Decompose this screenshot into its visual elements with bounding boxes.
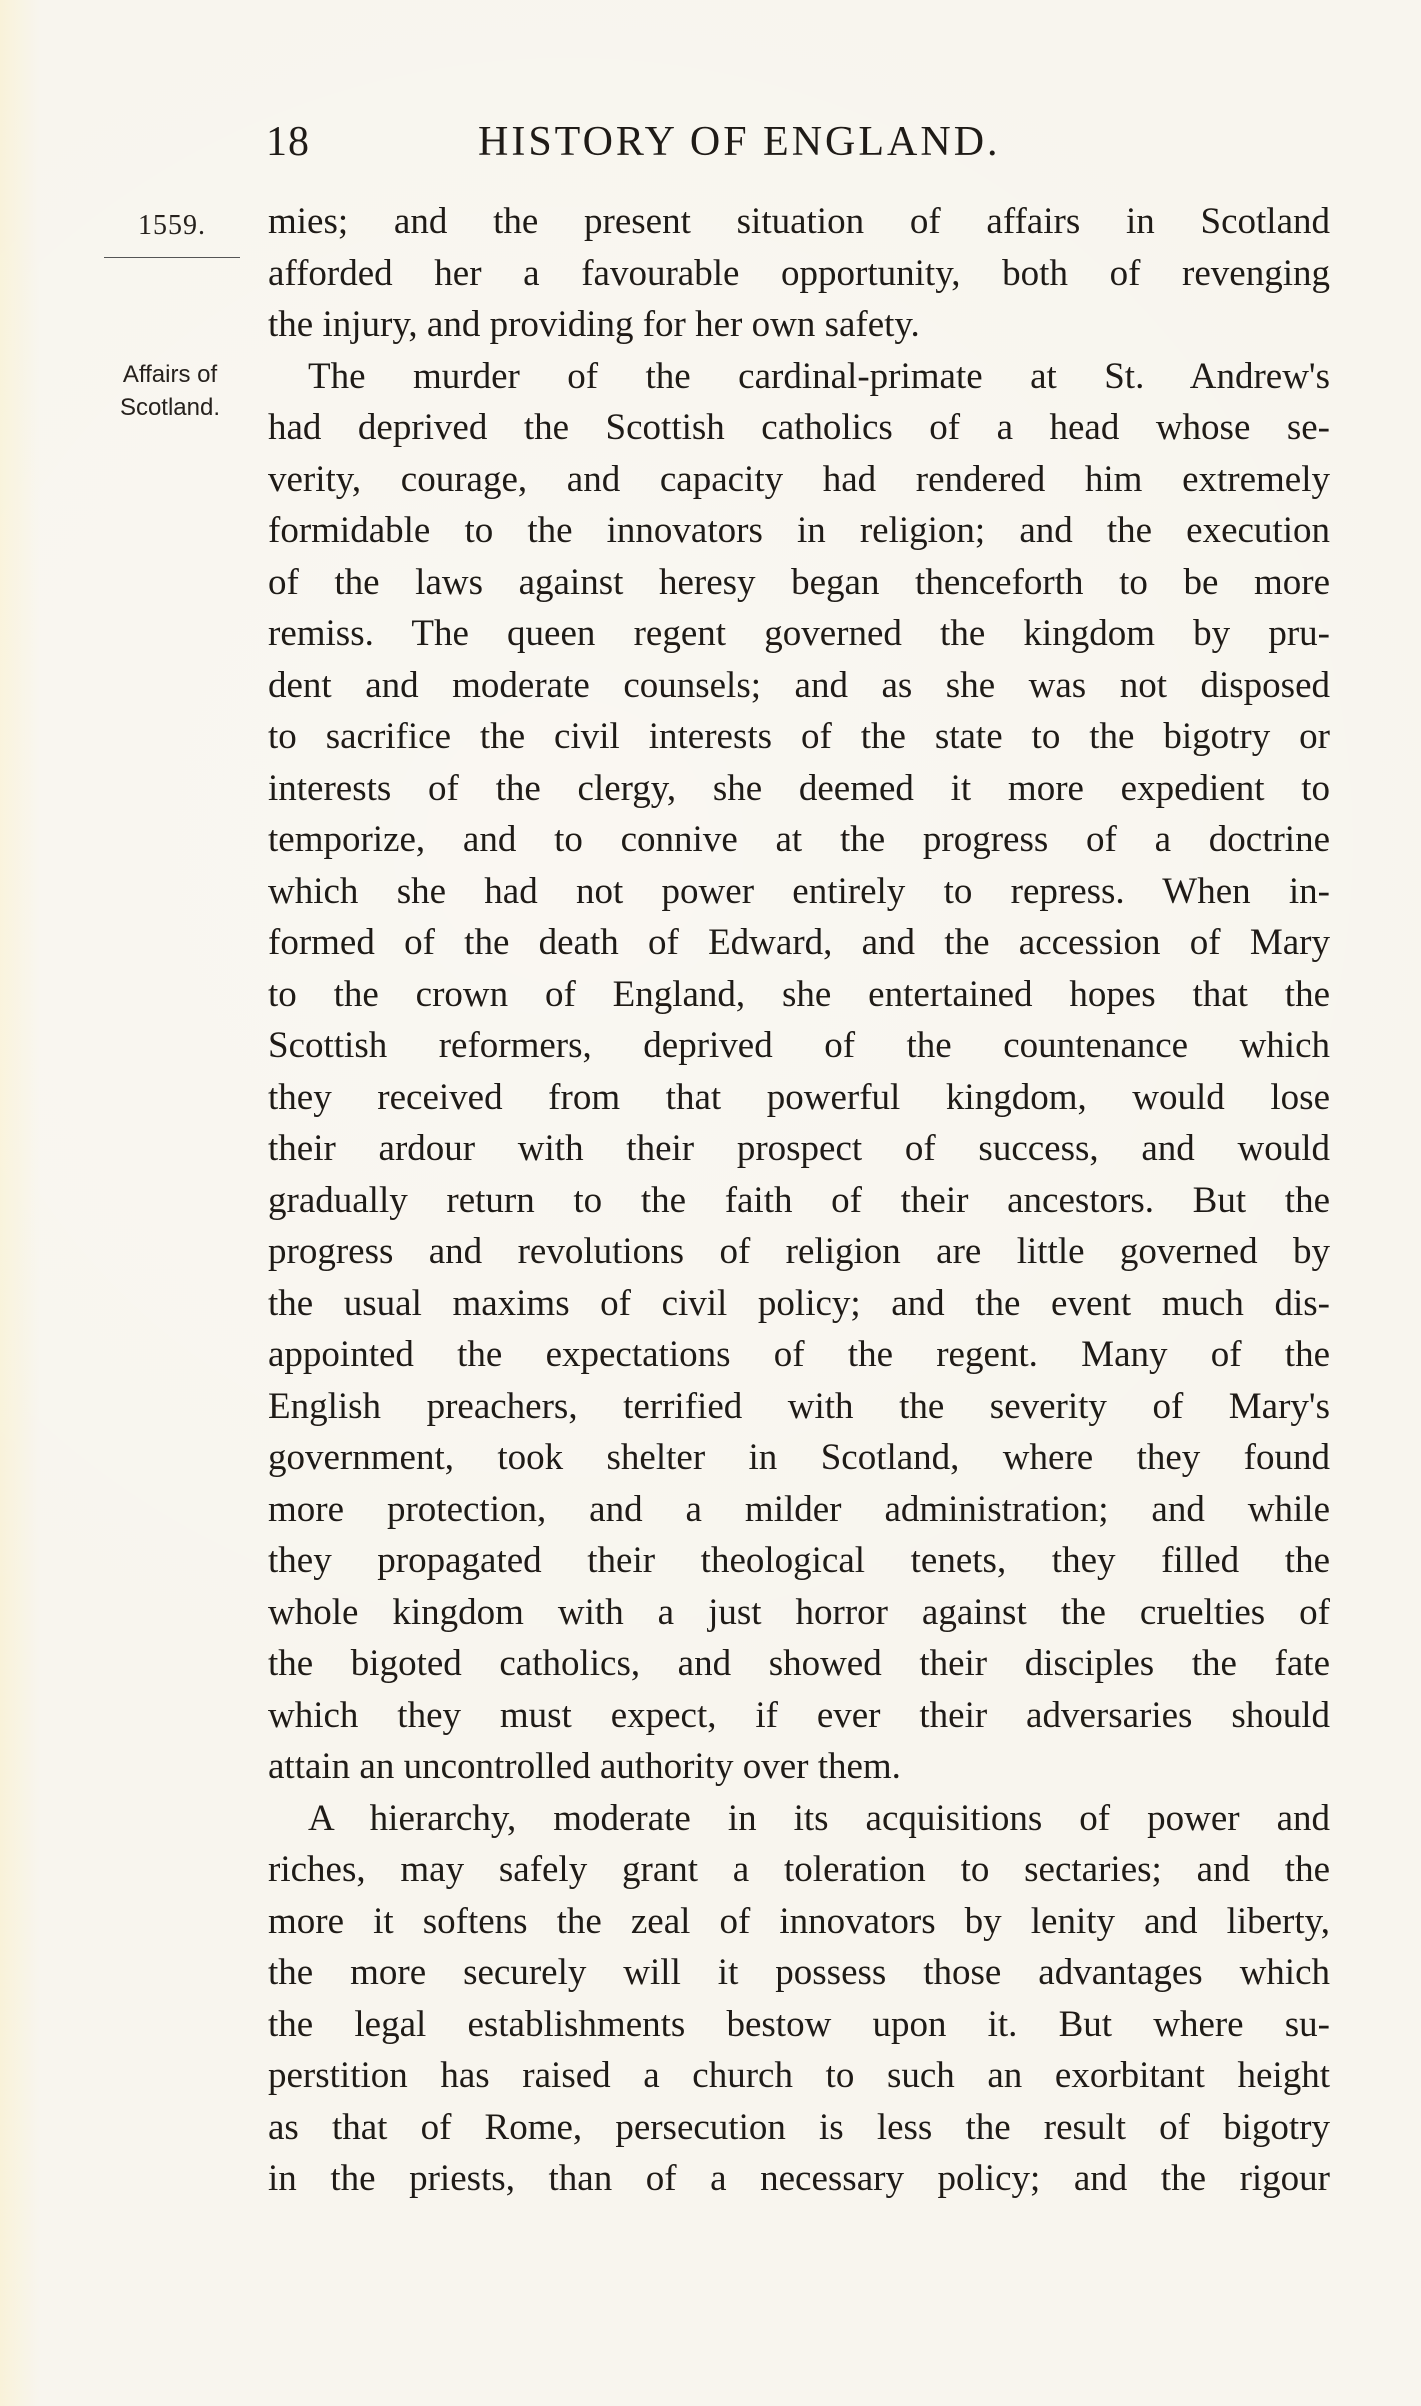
text-line: gradually return to the faith of their ancestors. But the bbox=[268, 1179, 1330, 1221]
text-line: to the crown of England, she entertained hopes that the bbox=[268, 973, 1330, 1015]
margin-note-line: Scotland. bbox=[119, 394, 221, 421]
text-line: appointed the expectations of the regent. Many of the bbox=[268, 1334, 1330, 1375]
text-line: perstition has raised a church to such an exorbitant height bbox=[268, 2055, 1330, 2096]
text-line: the legal establishments bestow upon it. But where su- bbox=[268, 2003, 1330, 2045]
text-line: to sacrifice the civil interests of the state to the bigotry or bbox=[268, 716, 1330, 757]
margin-note bbox=[96, 358, 244, 424]
margin-note-line: Affairs of bbox=[122, 361, 218, 388]
text-line: more protection, and a milder administration; and while bbox=[268, 1488, 1330, 1530]
text-line: they propagated their theological tenets, they filled the bbox=[268, 1540, 1330, 1581]
running-title: HISTORY OF ENGLAND. bbox=[478, 119, 1001, 165]
body-text bbox=[268, 196, 1330, 2205]
text-line: the injury, and providing for her own safety. bbox=[268, 304, 920, 345]
text-line: riches, may safely grant a toleration to sectaries; and the bbox=[268, 1849, 1330, 1890]
text-line: the usual maxims of civil policy; and the event much dis- bbox=[268, 1282, 1330, 1324]
text-line: interests of the clergy, she deemed it more expedient to bbox=[268, 767, 1330, 809]
text-line: the more securely will it possess those advantages which bbox=[268, 1952, 1330, 1993]
text-line: remiss. The queen regent governed the kingdom by pru- bbox=[268, 613, 1330, 654]
text-line: in the priests, than of a necessary policy; and the rigour bbox=[268, 2158, 1330, 2199]
text-line: the bigoted catholics, and showed their disciples the fate bbox=[268, 1643, 1330, 1684]
text-line: progress and revolutions of religion are little governed by bbox=[268, 1231, 1330, 1272]
text-line: they received from that powerful kingdom, would lose bbox=[268, 1076, 1330, 1118]
running-header bbox=[266, 118, 1136, 178]
text-line: government, took shelter in Scotland, where they found bbox=[268, 1437, 1330, 1478]
text-line: dent and moderate counsels; and as she was not disposed bbox=[268, 664, 1330, 706]
margin-rule bbox=[104, 257, 240, 258]
text-line: which she had not power entirely to repress. When in- bbox=[268, 870, 1330, 912]
text-line: attain an uncontrolled authority over them. bbox=[268, 1746, 901, 1787]
text-line: A hierarchy, moderate in its acquisitions of power and bbox=[308, 1797, 1330, 1839]
text-line: whole kingdom with a just horror against the cruelties of bbox=[268, 1591, 1330, 1633]
text-line: more it softens the zeal of innovators by lenity and liberty, bbox=[268, 1900, 1330, 1942]
text-line: verity, courage, and capacity had rendered him extremely bbox=[268, 458, 1330, 500]
text-line: Scottish reformers, deprived of the countenance which bbox=[268, 1025, 1330, 1066]
text-line: mies; and the present situation of affairs in Scotland bbox=[268, 201, 1330, 242]
text-line: The murder of the cardinal-primate at St. Andrew's bbox=[308, 355, 1330, 397]
text-line: afforded her a favourable opportunity, both of revenging bbox=[268, 252, 1330, 294]
text-line: their ardour with their prospect of success, and would bbox=[268, 1128, 1330, 1169]
margin-year: 1559. bbox=[138, 210, 206, 241]
text-line: English preachers, terrified with the severity of Mary's bbox=[268, 1385, 1330, 1427]
page-number: 18 bbox=[266, 119, 310, 165]
text-line: as that of Rome, persecution is less the result of bigotry bbox=[268, 2106, 1330, 2148]
text-line: temporize, and to connive at the progress of a doctrine bbox=[268, 819, 1330, 860]
text-line: formidable to the innovators in religion; and the execution bbox=[268, 510, 1330, 551]
text-line: had deprived the Scottish catholics of a head whose se- bbox=[268, 407, 1330, 448]
text-line: of the laws against heresy began thenceforth to be more bbox=[268, 561, 1330, 603]
text-line: formed of the death of Edward, and the accession of Mary bbox=[268, 922, 1330, 963]
text-line: which they must expect, if ever their adversaries should bbox=[268, 1694, 1330, 1736]
